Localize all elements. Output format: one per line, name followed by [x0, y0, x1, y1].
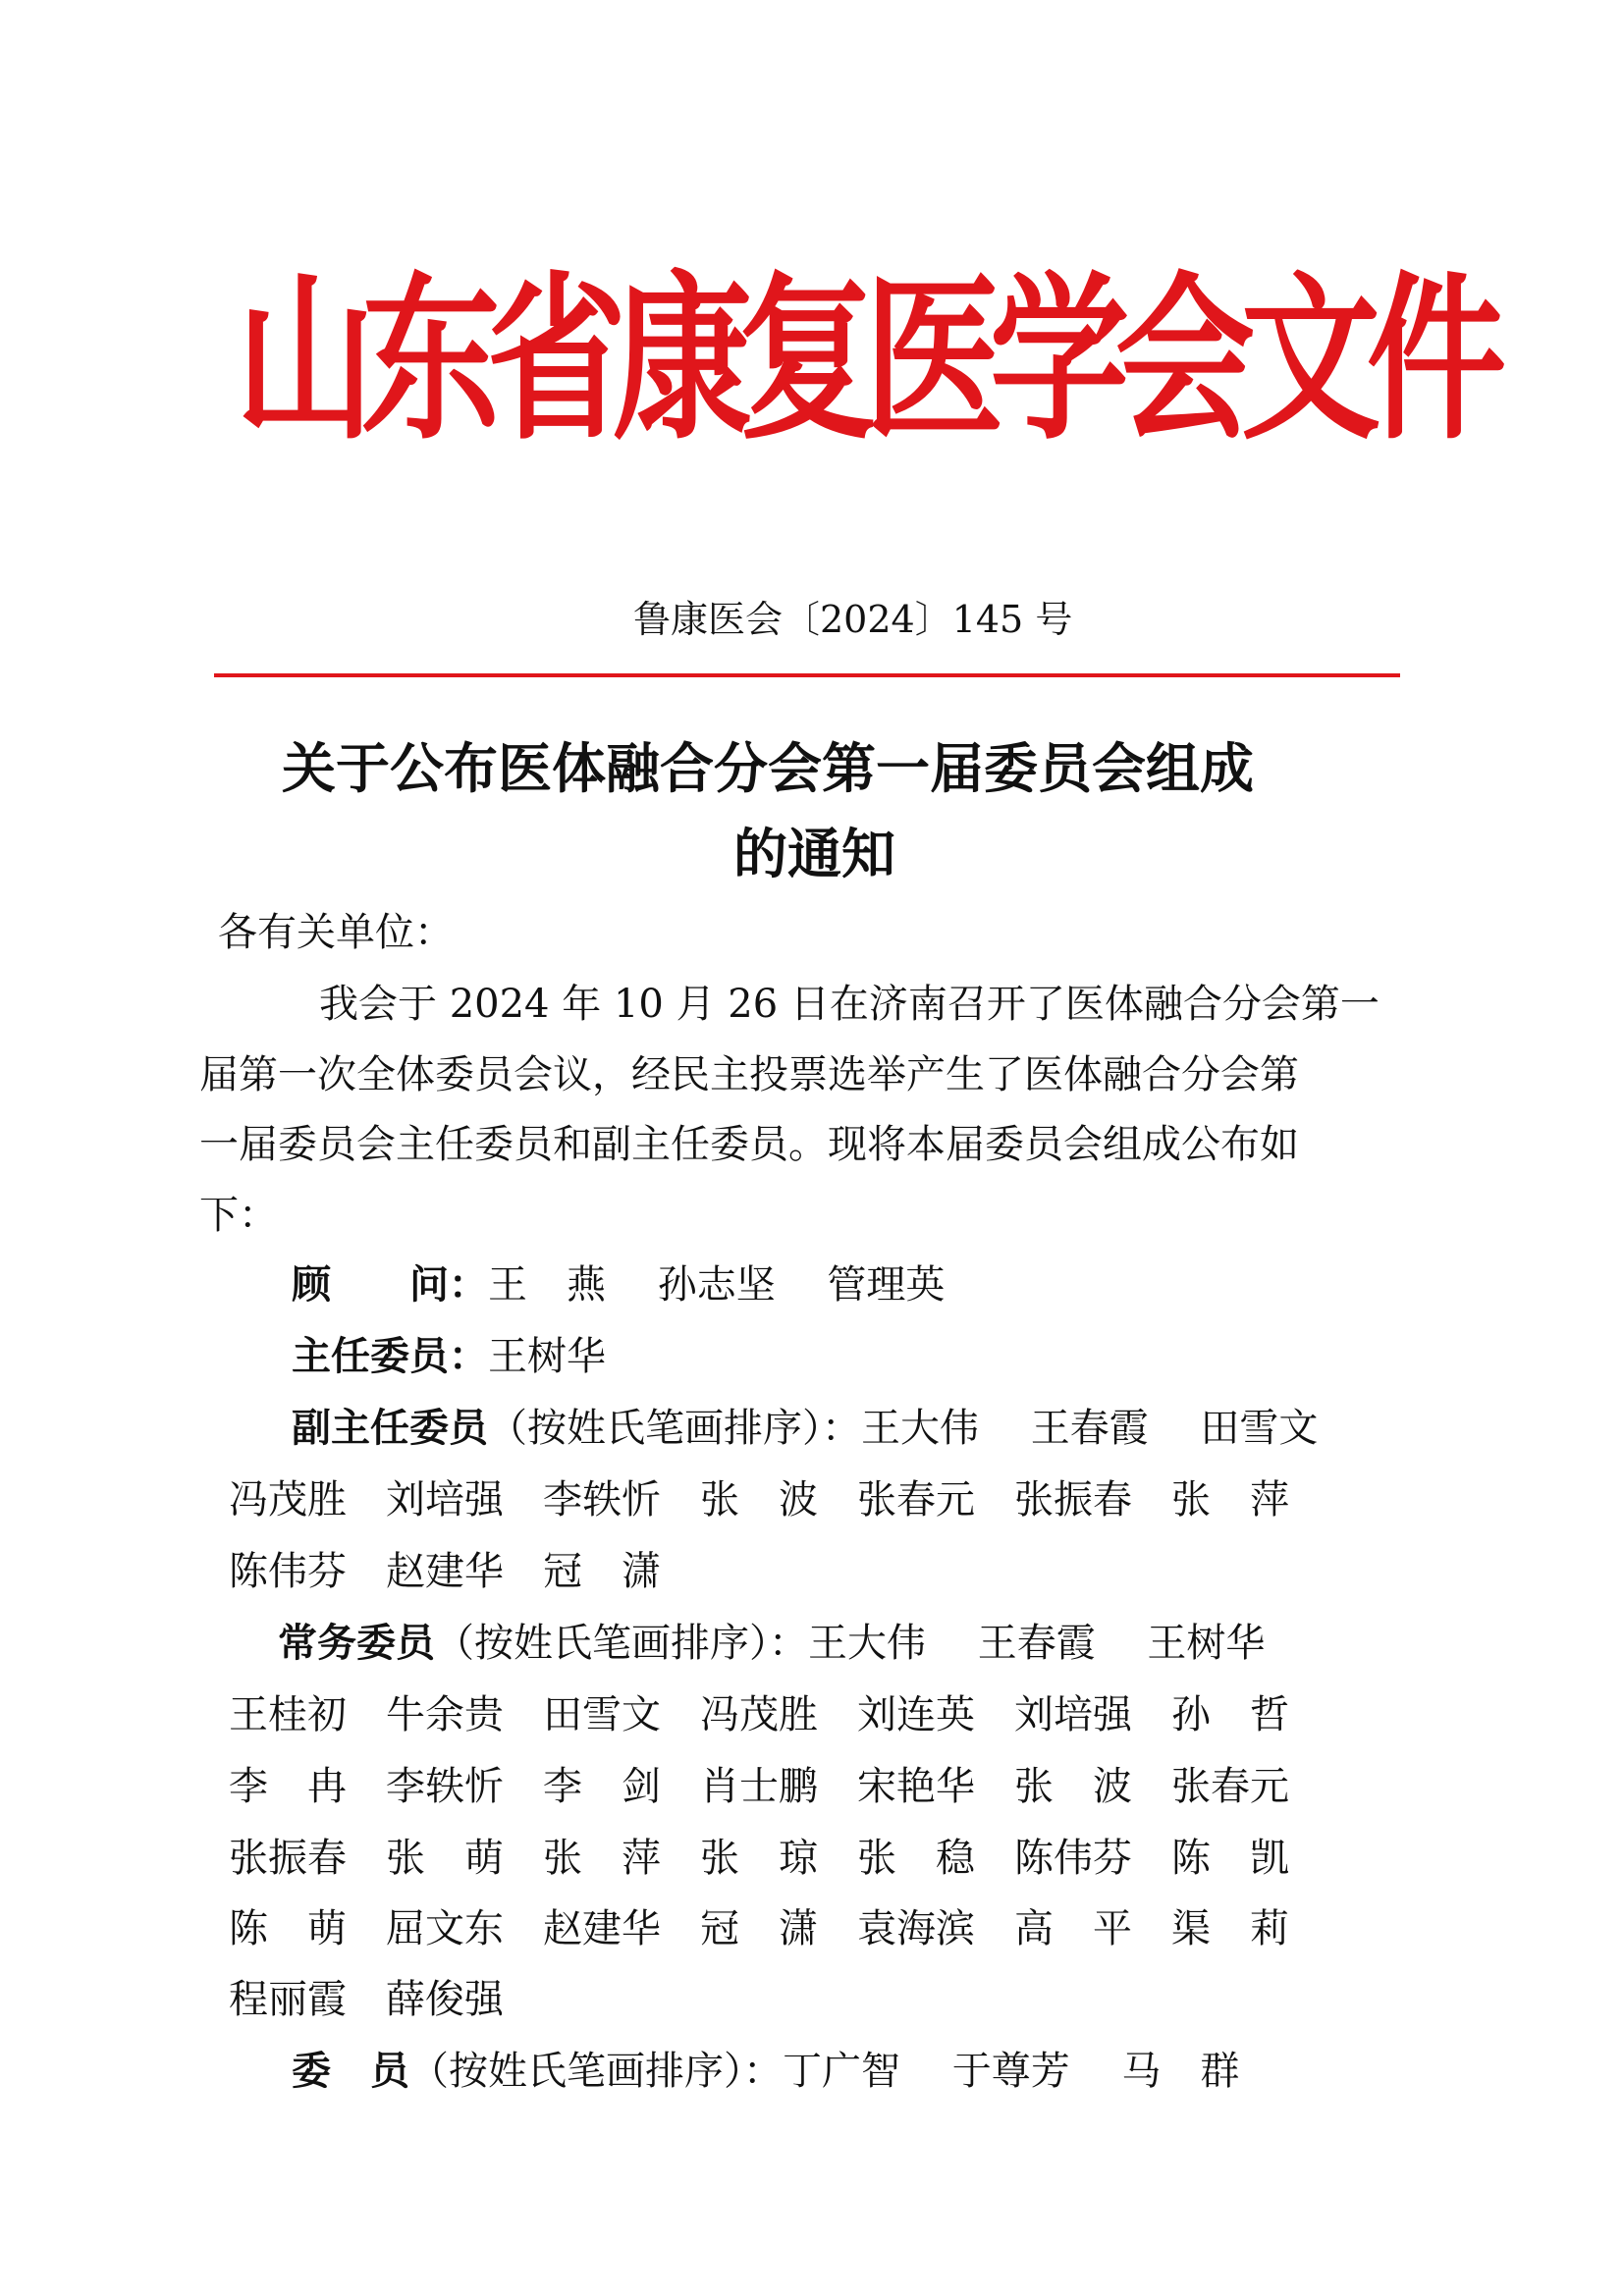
paragraph-line-4: 下： [199, 1193, 278, 1238]
advisors-row [292, 1257, 945, 1312]
vice-directors-names-3: 陈伟芬 赵建华 冠 潇 [229, 1549, 661, 1594]
notice-title-line-1: 关于公布医体融合分会第一届委员会组成 [282, 736, 1255, 800]
paragraph-line-3: 一届委员会主任委员和副主任委员。现将本届委员会组成公布如 [199, 1122, 1299, 1167]
director-row [292, 1329, 606, 1384]
members-row [292, 2044, 1239, 2099]
standing-members-label: 常务委员 [278, 1620, 435, 1666]
org-header-title: 山东省康复医学会文件 [236, 256, 1492, 464]
vice-directors-note: （按姓氏笔画排序）： [488, 1406, 861, 1451]
advisors-names: 王 燕 孙志坚 管理英 [488, 1262, 946, 1308]
vice-directors-names-1: 王大伟 王春霞 田雪文 [861, 1406, 1319, 1451]
red-divider-line [214, 673, 1400, 677]
salutation: 各有关单位： [218, 910, 454, 955]
standing-members-names-4: 张振春 张 萌 张 萍 张 琼 张 稳 陈伟芬 陈 凯 [229, 1836, 1289, 1881]
vice-directors-names-2: 冯茂胜 刘培强 李轶忻 张 波 张春元 张振春 张 萍 [229, 1477, 1289, 1522]
director-label: 主任委员： [292, 1333, 488, 1379]
standing-members-names-5: 陈 萌 屈文东 赵建华 冠 潇 袁海滨 高 平 渠 莉 [229, 1906, 1289, 1951]
document-number: 鲁康医会〔2024〕145 号 [633, 598, 1073, 641]
standing-members-names-6: 程丽霞 薛俊强 [229, 1977, 504, 2022]
members-label: 委 员 [292, 2048, 409, 2094]
standing-members-names-1: 王大伟 王春霞 王树华 [808, 1621, 1266, 1666]
director-name: 王树华 [488, 1334, 606, 1379]
standing-members-names-2: 王桂初 牛余贵 田雪文 冯茂胜 刘连英 刘培强 孙 哲 [229, 1692, 1289, 1737]
paragraph-line-2: 届第一次全体委员会议，经民主投票选举产生了医体融合分会第 [199, 1052, 1299, 1097]
members-note: （按姓氏笔画排序）： [409, 2049, 783, 2094]
advisors-label: 顾 问： [292, 1261, 488, 1308]
notice-title-line-2: 的通知 [733, 822, 896, 885]
members-names-1: 丁广智 于尊芳 马 群 [783, 2049, 1240, 2094]
standing-members-row [278, 1616, 1265, 1671]
standing-members-names-3: 李 冉 李轶忻 李 剑 肖士鹏 宋艳华 张 波 张春元 [229, 1764, 1289, 1809]
paragraph-line-1: 我会于 2024 年 10 月 26 日在济南召开了医体融合分会第一 [319, 982, 1380, 1027]
vice-directors-label: 副主任委员 [292, 1405, 488, 1451]
standing-members-note: （按姓氏笔画排序）： [435, 1621, 808, 1666]
vice-directors-row [292, 1401, 1318, 1456]
